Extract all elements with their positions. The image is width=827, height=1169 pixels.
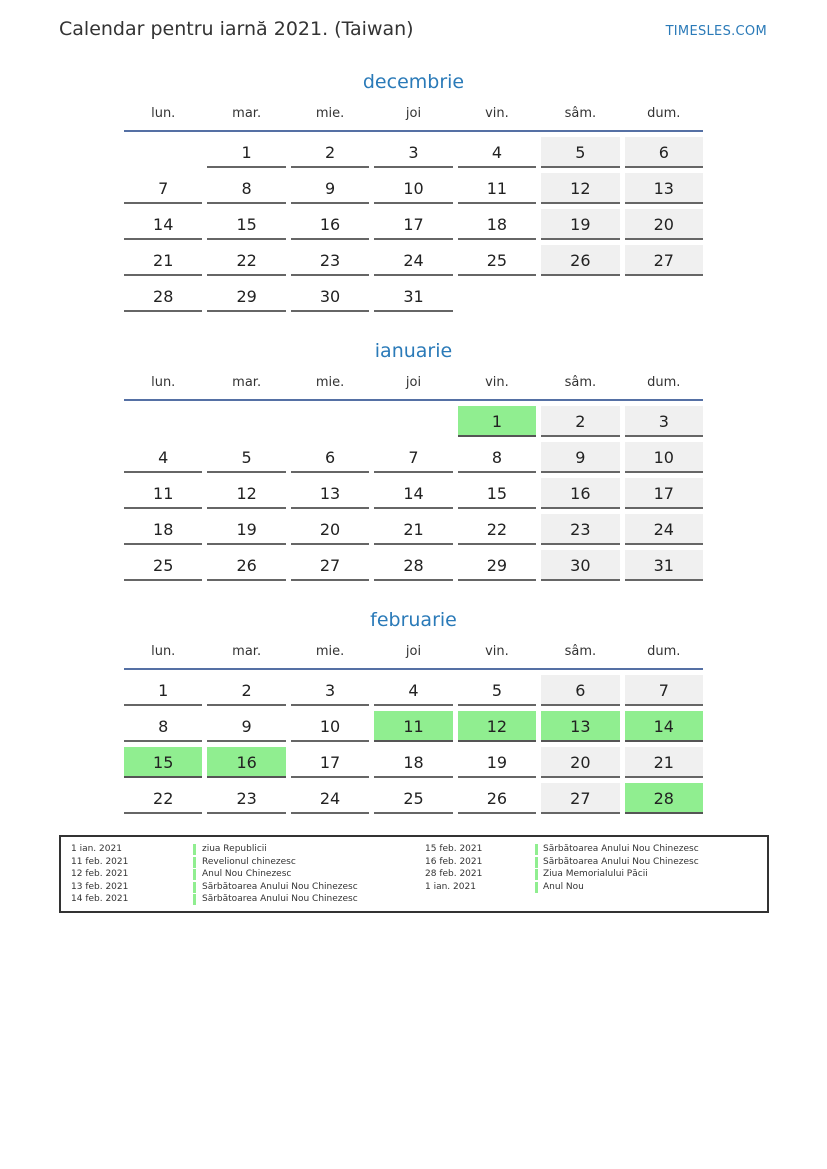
legend-holiday-name: Sărbătoarea Anului Nou Chinezesc: [543, 844, 699, 854]
day-cell: 16: [291, 209, 369, 240]
day-cell: 27: [291, 550, 369, 581]
day-cell: 8: [207, 173, 285, 204]
holiday-day-cell: 13: [541, 711, 619, 742]
holiday-color-marker: [193, 894, 196, 905]
weekday-label: dum.: [647, 644, 681, 659]
legend-entry: [71, 856, 411, 869]
day-cell: 30: [541, 550, 619, 581]
weekday-label: sâm.: [564, 644, 597, 659]
weekday-label: joi: [405, 644, 422, 659]
day-cell: 18: [124, 514, 202, 545]
holiday-day-cell: 14: [625, 711, 703, 742]
day-cell: 23: [291, 245, 369, 276]
legend-date: 13 feb. 2021: [71, 881, 129, 892]
day-cell: 13: [625, 173, 703, 204]
weekday-label: vin.: [485, 106, 509, 121]
holiday-color-marker: [535, 844, 538, 855]
empty-cell: [207, 406, 285, 435]
days-grid: [124, 675, 703, 814]
month-name: februarie: [370, 609, 457, 631]
legend-entry: [71, 893, 411, 906]
day-cell: 19: [458, 747, 536, 778]
day-cell: 17: [291, 747, 369, 778]
day-cell: 10: [625, 442, 703, 473]
weekday-label: joi: [405, 106, 422, 121]
day-cell: 5: [458, 675, 536, 706]
weekday-label: sâm.: [564, 106, 597, 121]
month-calendar-february: [124, 608, 703, 814]
day-cell: 6: [625, 137, 703, 168]
weekday-label: mie.: [315, 375, 345, 390]
holiday-color-marker: [535, 869, 538, 880]
day-cell: 7: [124, 173, 202, 204]
day-cell: 4: [374, 675, 452, 706]
legend-holiday-name: Anul Nou: [543, 881, 584, 892]
day-cell: 25: [374, 783, 452, 814]
days-grid: [124, 406, 703, 581]
day-cell: 18: [374, 747, 452, 778]
day-cell: 21: [625, 747, 703, 778]
day-cell: 22: [207, 245, 285, 276]
day-cell: 1: [124, 675, 202, 706]
day-cell: 5: [541, 137, 619, 168]
legend-date: 16 feb. 2021: [425, 856, 483, 867]
weekday-label: dum.: [647, 375, 681, 390]
day-cell: 30: [291, 281, 369, 312]
site-link[interactable]: TIMESLES.COM: [665, 24, 767, 39]
holiday-legend: [59, 835, 769, 913]
day-cell: 29: [207, 281, 285, 312]
day-cell: 1: [207, 137, 285, 168]
holiday-day-cell: 11: [374, 711, 452, 742]
holiday-color-marker: [535, 882, 538, 893]
day-cell: 24: [291, 783, 369, 814]
legend-column-left: [71, 843, 411, 906]
weekday-header: [124, 106, 703, 126]
header-rule: [124, 130, 703, 132]
month-calendar-january: [124, 339, 703, 581]
legend-entry: [71, 843, 411, 856]
day-cell: 4: [124, 442, 202, 473]
day-cell: 4: [458, 137, 536, 168]
month-calendar-december: [124, 70, 703, 312]
legend-holiday-name: Anul Nou Chinezesc: [202, 869, 292, 879]
header-rule: [124, 668, 703, 670]
weekday-header: [124, 644, 703, 664]
day-cell: 18: [458, 209, 536, 240]
legend-entry: [71, 881, 411, 894]
day-cell: 2: [291, 137, 369, 168]
month-name: ianuarie: [374, 340, 453, 362]
day-cell: 10: [291, 711, 369, 742]
day-cell: 13: [291, 478, 369, 509]
page-title: Calendar pentru iarnă 2021. (Taiwan): [59, 18, 414, 40]
day-cell: 6: [541, 675, 619, 706]
day-cell: 10: [374, 173, 452, 204]
legend-date: 15 feb. 2021: [425, 844, 483, 854]
day-cell: 3: [625, 406, 703, 437]
holiday-day-cell: 28: [625, 783, 703, 814]
holiday-color-marker: [193, 869, 196, 880]
legend-date: 12 feb. 2021: [71, 869, 129, 879]
empty-cell: [124, 137, 202, 166]
day-cell: 25: [124, 550, 202, 581]
day-cell: 7: [374, 442, 452, 473]
day-cell: 24: [374, 245, 452, 276]
day-cell: 20: [541, 747, 619, 778]
day-cell: 23: [207, 783, 285, 814]
holiday-color-marker: [193, 882, 196, 893]
day-cell: 28: [374, 550, 452, 581]
legend-date: 1 ian. 2021: [425, 881, 476, 892]
day-cell: 27: [625, 245, 703, 276]
day-cell: 9: [207, 711, 285, 742]
day-cell: 12: [207, 478, 285, 509]
legend-holiday-name: Sărbătoarea Anului Nou Chinezesc: [202, 881, 358, 892]
legend-holiday-name: Sărbătoarea Anului Nou Chinezesc: [202, 894, 358, 904]
day-cell: 22: [458, 514, 536, 545]
day-cell: 2: [207, 675, 285, 706]
day-cell: 16: [541, 478, 619, 509]
header-rule: [124, 399, 703, 401]
day-cell: 12: [541, 173, 619, 204]
empty-cell: [291, 406, 369, 435]
holiday-day-cell: 1: [458, 406, 536, 437]
day-cell: 23: [541, 514, 619, 545]
holiday-color-marker: [193, 857, 196, 868]
day-cell: 21: [374, 514, 452, 545]
day-cell: 26: [458, 783, 536, 814]
weekday-label: mie.: [315, 106, 345, 121]
weekday-label: mar.: [232, 644, 262, 659]
legend-holiday-name: Ziua Memorialului Păcii: [543, 869, 648, 879]
days-grid: [124, 137, 703, 312]
day-cell: 20: [291, 514, 369, 545]
weekday-label: vin.: [485, 644, 509, 659]
day-cell: 14: [374, 478, 452, 509]
day-cell: 24: [625, 514, 703, 545]
weekday-label: sâm.: [564, 375, 597, 390]
legend-date: 11 feb. 2021: [71, 856, 129, 867]
weekday-label: mar.: [232, 375, 262, 390]
day-cell: 31: [374, 281, 452, 312]
day-cell: 26: [207, 550, 285, 581]
legend-date: 1 ian. 2021: [71, 844, 122, 854]
weekday-label: joi: [405, 375, 422, 390]
legend-entry: [425, 881, 765, 894]
weekday-label: mar.: [232, 106, 262, 121]
weekday-label: dum.: [647, 106, 681, 121]
day-cell: 31: [625, 550, 703, 581]
weekday-label: lun.: [151, 375, 176, 390]
weekday-label: lun.: [151, 106, 176, 121]
day-cell: 8: [458, 442, 536, 473]
day-cell: 15: [458, 478, 536, 509]
legend-entry: [425, 856, 765, 869]
legend-date: 14 feb. 2021: [71, 894, 129, 904]
day-cell: 19: [541, 209, 619, 240]
day-cell: 21: [124, 245, 202, 276]
day-cell: 17: [374, 209, 452, 240]
day-cell: 3: [374, 137, 452, 168]
legend-date: 28 feb. 2021: [425, 869, 483, 879]
day-cell: 25: [458, 245, 536, 276]
day-cell: 26: [541, 245, 619, 276]
empty-cell: [374, 406, 452, 435]
holiday-color-marker: [535, 857, 538, 868]
day-cell: 9: [541, 442, 619, 473]
day-cell: 29: [458, 550, 536, 581]
day-cell: 8: [124, 711, 202, 742]
legend-holiday-name: Sărbătoarea Anului Nou Chinezesc: [543, 856, 699, 867]
day-cell: 14: [124, 209, 202, 240]
empty-cell: [124, 406, 202, 435]
weekday-header: [124, 375, 703, 395]
day-cell: 11: [124, 478, 202, 509]
legend-entry: [425, 843, 765, 856]
day-cell: 9: [291, 173, 369, 204]
month-name: decembrie: [362, 71, 465, 93]
day-cell: 6: [291, 442, 369, 473]
day-cell: 7: [625, 675, 703, 706]
weekday-label: lun.: [151, 644, 176, 659]
holiday-color-marker: [193, 844, 196, 855]
day-cell: 3: [291, 675, 369, 706]
day-cell: 15: [207, 209, 285, 240]
day-cell: 11: [458, 173, 536, 204]
holiday-day-cell: 16: [207, 747, 285, 778]
weekday-label: mie.: [315, 644, 345, 659]
legend-column-right: [425, 843, 765, 893]
day-cell: 27: [541, 783, 619, 814]
legend-entry: [425, 868, 765, 881]
day-cell: 20: [625, 209, 703, 240]
holiday-day-cell: 15: [124, 747, 202, 778]
day-cell: 2: [541, 406, 619, 437]
day-cell: 5: [207, 442, 285, 473]
holiday-day-cell: 12: [458, 711, 536, 742]
day-cell: 22: [124, 783, 202, 814]
weekday-label: vin.: [485, 375, 509, 390]
day-cell: 28: [124, 281, 202, 312]
legend-entry: [71, 868, 411, 881]
legend-holiday-name: ziua Republicii: [202, 844, 267, 854]
legend-holiday-name: Revelionul chinezesc: [202, 856, 296, 867]
day-cell: 17: [625, 478, 703, 509]
day-cell: 19: [207, 514, 285, 545]
